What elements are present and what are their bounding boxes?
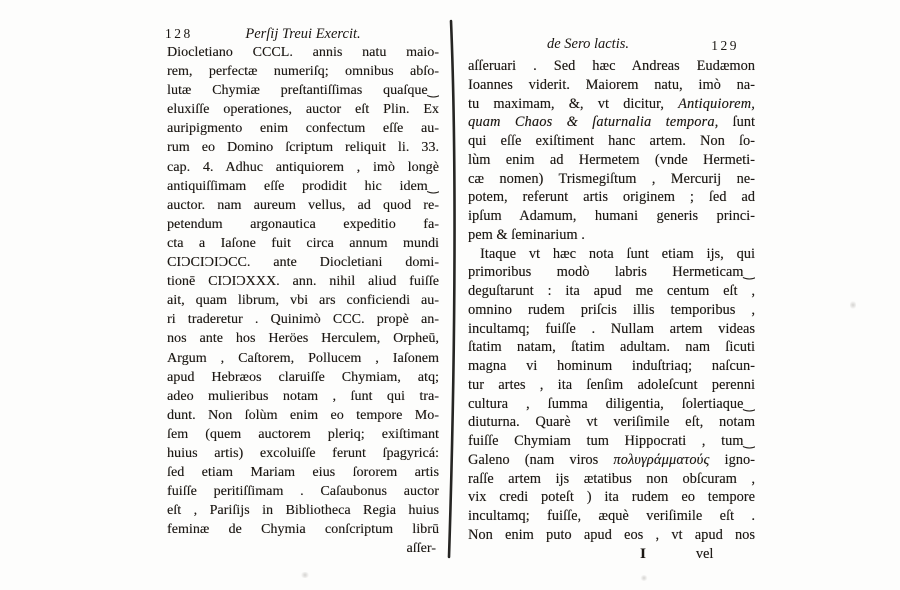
text-segment: rum eo Domino ſcriptum reliquit li. 33.: [167, 140, 439, 156]
text-line: [468, 151, 755, 170]
text-line: [167, 482, 439, 501]
text-segment: ſed etiam Mariam eius ſororem artis: [167, 465, 439, 481]
text-segment: deguſtarunt : ita apud me centum eſt ,: [468, 283, 755, 299]
text-segment: Ioannes viderit. Maiorem natu, imò na-: [468, 76, 755, 93]
left-running-title: Perſij Treui Exercit.: [245, 26, 361, 42]
text-line: [167, 43, 439, 62]
text-segment: adeo mulieribus notam , ſunt qui tra-: [167, 388, 439, 404]
text-segment: rem, perfectæ numeriſq; omnibus abſo-: [167, 64, 439, 80]
text-segment: lutæ Chymiæ preſtantiſſimas quaſque‿: [167, 83, 439, 99]
text-segment: dunt. Non ſolùm enim eo tempore Mo-: [167, 407, 439, 423]
text-segment: antiquiſſimam eſſe prodidit hic idem‿: [167, 178, 439, 194]
signature-mark: I: [640, 545, 646, 562]
right-signature-line: [468, 545, 755, 564]
text-segment: incultamq; fuiſſe . Nullam artem videas: [468, 320, 755, 337]
right-text-block: [468, 57, 755, 563]
text-segment: eluxiſſe operationes, auctor eſt Plin. Ex: [167, 102, 439, 118]
text-segment: CIƆCIƆIƆCC. ante Diocletiani domi-: [167, 255, 439, 271]
text-line: [468, 263, 755, 282]
text-line: [468, 451, 755, 470]
text-line: [468, 170, 755, 189]
text-segment: ſunt: [718, 114, 755, 131]
text-line: [167, 196, 439, 215]
text-segment: eſt , Pariſijs in Bibliotheca Regia huius: [167, 503, 439, 519]
text-line: [167, 501, 439, 520]
right-catchword: vel: [695, 545, 714, 562]
text-line: [468, 132, 755, 151]
text-segment: tur artes , ita ſenſim adoleſcunt perenni: [468, 376, 755, 393]
text-line: [167, 253, 439, 272]
text-line: [468, 357, 755, 376]
right-page-number: 129: [711, 38, 739, 53]
text-line: [167, 119, 439, 138]
italic-text-segment: quam Chaos & ſaturnalia tempora,: [468, 114, 719, 131]
text-segment: Galeno (nam viros: [468, 451, 614, 468]
left-catchword: aſſer-: [406, 541, 436, 557]
left-page-number: 128: [165, 26, 193, 41]
right-page: [468, 36, 755, 563]
scan-speckle: [300, 572, 310, 578]
text-segment: nos ante hos Heröes Herculem, Orpheū,: [167, 331, 439, 347]
text-line: [167, 444, 439, 463]
text-segment: ſtatim natam, ſtatim adultam. nam ſicuti: [468, 339, 755, 356]
text-segment: ipſum Adamum, humani generis princi-: [468, 208, 755, 224]
text-line: [167, 368, 439, 387]
text-segment: auripigmento enim confectum eſſe au-: [167, 121, 439, 137]
text-line: [167, 62, 439, 81]
text-segment: omnino rudem priſcis illis temporibus ,: [468, 301, 755, 318]
left-page-header: [167, 26, 439, 43]
text-line: [167, 291, 439, 310]
text-segment: lùm enim ad Hermetem (vnde Hermeti-: [468, 151, 755, 168]
text-line: [468, 245, 755, 264]
text-segment: vix credi poteſt ) ita rudem eo tempore: [468, 489, 755, 506]
text-segment: fuiſſe Chymiam tum Hippocrati , tum‿: [468, 433, 755, 449]
scan-speckle: [850, 300, 856, 310]
text-segment: cæ nomen) Trismegiſtum , Mercurij ne-: [468, 170, 755, 187]
text-segment: diuturna. Quarè vt veriſimile eſt, notam: [468, 414, 755, 431]
text-line: [468, 488, 755, 507]
text-line: [468, 320, 755, 339]
right-page-header: [468, 36, 755, 53]
text-line: [468, 282, 755, 301]
text-segment: feminæ de Chymia conſcriptum librū: [167, 522, 439, 538]
text-line: [167, 329, 439, 348]
text-segment: huius artis) excoluiſſe ferunt ſpagyricá:: [167, 445, 439, 461]
text-segment: petendum argonautica expeditio fa-: [167, 216, 439, 232]
text-segment: Non enim puto apud eos , vt apud nos: [468, 526, 755, 543]
text-segment: pem & ſeminarium .: [468, 226, 585, 243]
text-segment: cta a Iaſone fuit circa annum mundi: [167, 235, 439, 251]
text-segment: cap. 4. Adhuc antiquiorem , imò longè: [167, 159, 439, 175]
text-segment: igno-: [709, 451, 755, 468]
text-line: [468, 526, 755, 545]
text-line: [167, 158, 439, 177]
text-segment: Argum , Caſtorem, Pollucem , Iaſonem: [167, 350, 439, 366]
text-line: [468, 226, 755, 245]
text-line: [167, 177, 439, 196]
text-line: [167, 100, 439, 119]
text-segment: ſem (quem auctorem pleriq; exiſtimant: [167, 426, 439, 442]
text-line: [167, 387, 439, 406]
text-segment: primoribus modò labris Hermeticam‿: [468, 264, 755, 281]
text-line: [468, 507, 755, 526]
text-line: [468, 470, 755, 489]
text-line: [167, 425, 439, 444]
right-body-lines: [468, 57, 755, 545]
text-line: [167, 138, 439, 157]
text-segment: ri traderetur . Quinimò CCC. propè an-: [167, 312, 439, 328]
text-segment: cultura , ſumma diligentia, ſolertiaque‿: [468, 395, 755, 412]
text-segment: Itaque vt hæc nota ſunt etiam ijs, qui: [480, 245, 755, 262]
text-line: [468, 57, 755, 76]
italic-text-segment: πολυγράμματούς: [613, 451, 710, 468]
italic-text-segment: Antiquiorem,: [678, 95, 755, 112]
text-segment: magna vi hominum induſtriaq; naſcun-: [468, 358, 755, 374]
text-segment: apud Hebræos claruiſſe Chymiam, atq;: [167, 369, 439, 385]
text-line: [468, 432, 755, 451]
text-line: [167, 406, 439, 425]
text-line: [167, 520, 439, 539]
scan-speckle: [640, 575, 648, 581]
text-segment: qui eſſe exiſtiment hanc artem. Non ſo-: [468, 133, 755, 149]
text-line: [167, 234, 439, 253]
text-line: [468, 113, 755, 132]
text-line: [468, 413, 755, 432]
text-line: [468, 207, 755, 226]
text-line: [468, 95, 755, 114]
text-line: [167, 215, 439, 234]
text-line: [468, 338, 755, 357]
text-segment: raſſe artem ijs ætatibus non obſcuram ,: [468, 470, 755, 487]
text-segment: tionē CIƆIƆXXX. ann. nihil aliud fuiſſe: [167, 274, 439, 290]
text-line: [468, 376, 755, 395]
text-segment: incultamq; fuiſſe, æquè veriſimile eſt .: [468, 508, 755, 524]
left-body-lines: [167, 43, 439, 539]
left-page: [167, 26, 439, 559]
text-line: [167, 349, 439, 368]
text-line: [167, 272, 439, 291]
text-line: [167, 310, 439, 329]
right-running-title: de Sero lactis.: [546, 36, 629, 52]
left-text-block: [167, 43, 439, 559]
text-segment: ait, quam librum, vbi ars conficiendi au-: [167, 293, 439, 309]
gutter-stroke: [449, 21, 455, 557]
text-segment: auctor. nam aureum vellus, ad quod re-: [167, 197, 439, 213]
text-segment: tu maximam, &, vt dicitur,: [468, 95, 679, 112]
text-segment: aſſeruari . Sed hæc Andreas Eudæmon: [468, 58, 755, 74]
text-line: [468, 301, 755, 320]
text-segment: fuiſſe peritiſſimam . Caſaubonus auctor: [167, 484, 439, 500]
text-line: [468, 188, 755, 207]
text-line: [468, 395, 755, 414]
text-segment: Diocletiano CCCL. annis natu maio-: [167, 45, 439, 60]
page-gutter-line: [438, 0, 464, 590]
text-line: [167, 463, 439, 482]
text-segment: potem, referunt artis originem ; ſed ad: [468, 189, 755, 206]
text-line: [167, 81, 439, 100]
text-line: [468, 76, 755, 95]
